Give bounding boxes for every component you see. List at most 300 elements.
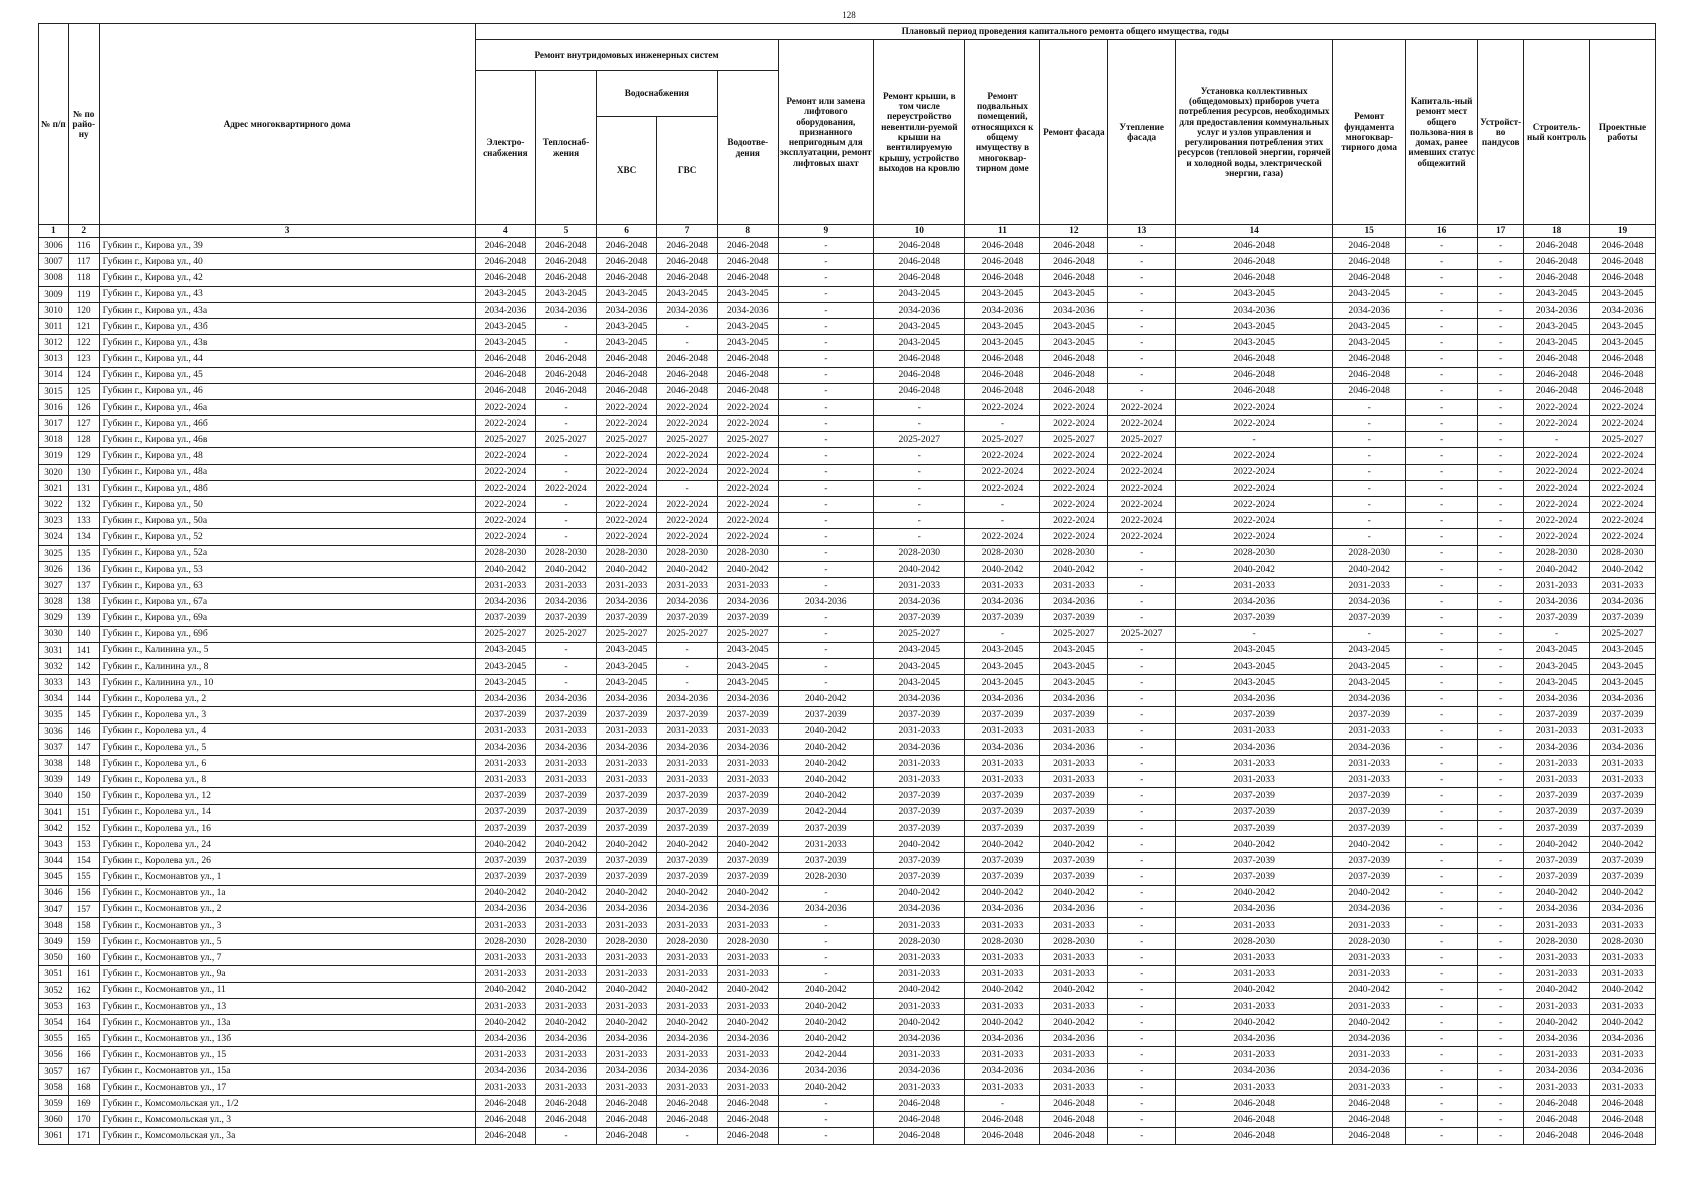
table-cell: 2022-2024 — [965, 464, 1040, 480]
table-cell: 2022-2024 — [1590, 448, 1656, 464]
table-cell: - — [778, 464, 874, 480]
table-cell: 2031-2033 — [1176, 917, 1333, 933]
table-cell: 2043-2045 — [475, 286, 536, 302]
table-row — [39, 1063, 1656, 1079]
table-cell: - — [1108, 885, 1176, 901]
table-cell: 171 — [68, 1128, 99, 1144]
table-cell: 2037-2039 — [657, 788, 718, 804]
table-cell: 2043-2045 — [1333, 286, 1406, 302]
table-cell: 2034-2036 — [475, 1031, 536, 1047]
table-cell: 2046-2048 — [874, 351, 965, 367]
table-cell: 2034-2036 — [1524, 739, 1590, 755]
table-cell: - — [778, 966, 874, 982]
table-cell: 2046-2048 — [596, 254, 657, 270]
table-cell: 2040-2042 — [596, 885, 657, 901]
table-cell: - — [1406, 626, 1478, 642]
table-cell: 2034-2036 — [1590, 1031, 1656, 1047]
table-cell: 2034-2036 — [596, 302, 657, 318]
column-number: 12 — [1040, 225, 1108, 238]
table-cell: - — [1108, 642, 1176, 658]
table-cell: - — [1524, 432, 1590, 448]
table-cell: 2037-2039 — [778, 820, 874, 836]
table-cell: 2031-2033 — [475, 756, 536, 772]
table-cell: 2046-2048 — [475, 1112, 536, 1128]
table-cell: 2022-2024 — [475, 448, 536, 464]
table-cell: 2037-2039 — [1333, 707, 1406, 723]
table-cell: 118 — [68, 270, 99, 286]
table-cell: 2040-2042 — [778, 756, 874, 772]
table-cell: 2046-2048 — [965, 351, 1040, 367]
table-cell: 2046-2048 — [1590, 367, 1656, 383]
table-cell: 2028-2030 — [475, 934, 536, 950]
table-cell: 2037-2039 — [536, 788, 597, 804]
table-cell: 167 — [68, 1063, 99, 1079]
header-foundation: Ремонт фундамента многоквар-тирного дома — [1333, 40, 1406, 225]
table-cell: 2043-2045 — [717, 675, 778, 691]
table-cell: 2031-2033 — [874, 723, 965, 739]
table-cell: 2034-2036 — [874, 1063, 965, 1079]
table-row — [39, 577, 1656, 593]
table-cell: 2046-2048 — [1040, 351, 1108, 367]
table-cell: 2034-2036 — [475, 1063, 536, 1079]
address-cell: Губкин г., Космонавтов ул., 15а — [99, 1063, 475, 1079]
table-cell: 2037-2039 — [965, 788, 1040, 804]
header-ramps: Устройст-во пандусов — [1478, 40, 1524, 225]
table-cell: 2022-2024 — [1524, 416, 1590, 432]
table-cell: 2046-2048 — [475, 1095, 536, 1111]
table-cell: 2028-2030 — [1040, 934, 1108, 950]
header-design-works: Проектные работы — [1590, 40, 1656, 225]
column-number: 17 — [1478, 225, 1524, 238]
table-cell: 2046-2048 — [874, 367, 965, 383]
table-cell: 2040-2042 — [778, 772, 874, 788]
address-cell: Губкин г., Королева ул., 12 — [99, 788, 475, 804]
table-cell: 2046-2048 — [1176, 270, 1333, 286]
table-cell: - — [1406, 432, 1478, 448]
table-cell: 119 — [68, 286, 99, 302]
table-cell: - — [1108, 1128, 1176, 1144]
table-cell: - — [1108, 561, 1176, 577]
table-cell: 2031-2033 — [965, 966, 1040, 982]
table-cell: - — [1478, 351, 1524, 367]
address-cell: Губкин г., Кирова ул., 46 — [99, 383, 475, 399]
table-cell: 2031-2033 — [717, 723, 778, 739]
table-cell: 2022-2024 — [1590, 497, 1656, 513]
table-cell: 2028-2030 — [874, 545, 965, 561]
table-cell: 2031-2033 — [1524, 772, 1590, 788]
table-cell: - — [1406, 707, 1478, 723]
table-cell: 2040-2042 — [717, 561, 778, 577]
table-cell: 2022-2024 — [596, 529, 657, 545]
table-cell: 2046-2048 — [536, 238, 597, 254]
table-cell: - — [1478, 1128, 1524, 1144]
table-cell: 2034-2036 — [778, 901, 874, 917]
table-cell: 148 — [68, 756, 99, 772]
table-cell: - — [1478, 318, 1524, 334]
table-cell: 2037-2039 — [596, 804, 657, 820]
table-cell: - — [778, 610, 874, 626]
table-cell: 2046-2048 — [1590, 254, 1656, 270]
table-cell: 2046-2048 — [965, 367, 1040, 383]
table-cell: - — [1478, 998, 1524, 1014]
table-cell: - — [1524, 626, 1590, 642]
table-cell: - — [778, 1095, 874, 1111]
table-cell: 2034-2036 — [1333, 1063, 1406, 1079]
address-cell: Губкин г., Космонавтов ул., 1а — [99, 885, 475, 901]
header-facade: Ремонт фасада — [1040, 40, 1108, 225]
table-cell: 2028-2030 — [1176, 934, 1333, 950]
table-cell: - — [778, 367, 874, 383]
address-cell: Губкин г., Космонавтов ул., 17 — [99, 1079, 475, 1095]
table-cell: 3061 — [39, 1128, 69, 1144]
table-cell: - — [1478, 934, 1524, 950]
table-cell: 2037-2039 — [1040, 820, 1108, 836]
table-row — [39, 853, 1656, 869]
table-cell: 2031-2033 — [874, 1047, 965, 1063]
table-cell: - — [874, 480, 965, 496]
table-cell: 2046-2048 — [1524, 383, 1590, 399]
table-cell: 2031-2033 — [874, 756, 965, 772]
table-cell: - — [1108, 804, 1176, 820]
address-cell: Губкин г., Королева ул., 3 — [99, 707, 475, 723]
table-cell: 2037-2039 — [1590, 853, 1656, 869]
table-cell: 3057 — [39, 1063, 69, 1079]
table-cell: 2046-2048 — [536, 1112, 597, 1128]
address-cell: Губкин г., Кирова ул., 43а — [99, 302, 475, 318]
table-cell: 2022-2024 — [536, 480, 597, 496]
table-cell: 2031-2033 — [657, 756, 718, 772]
table-cell: - — [965, 513, 1040, 529]
table-cell: 2046-2048 — [717, 1128, 778, 1144]
table-cell: 3018 — [39, 432, 69, 448]
address-cell: Губкин г., Кирова ул., 39 — [99, 238, 475, 254]
table-cell: 2022-2024 — [1040, 399, 1108, 415]
table-cell: 2034-2036 — [596, 1031, 657, 1047]
address-cell: Губкин г., Кирова ул., 46б — [99, 416, 475, 432]
table-cell: 2043-2045 — [1590, 658, 1656, 674]
table-cell: 2040-2042 — [874, 1015, 965, 1031]
table-cell: 2046-2048 — [717, 1112, 778, 1128]
table-cell: 3014 — [39, 367, 69, 383]
table-cell: 3035 — [39, 707, 69, 723]
table-row — [39, 399, 1656, 415]
column-number: 13 — [1108, 225, 1176, 238]
table-cell: - — [1406, 238, 1478, 254]
table-cell: 2046-2048 — [1333, 351, 1406, 367]
table-cell: 2043-2045 — [1040, 286, 1108, 302]
table-cell: 2022-2024 — [1108, 464, 1176, 480]
table-cell: 2022-2024 — [1176, 399, 1333, 415]
table-cell: 2028-2030 — [475, 545, 536, 561]
table-cell: 2022-2024 — [657, 464, 718, 480]
table-cell: 2022-2024 — [717, 448, 778, 464]
table-cell: 2028-2030 — [1524, 545, 1590, 561]
table-cell: 2022-2024 — [596, 480, 657, 496]
table-cell: 2040-2042 — [475, 885, 536, 901]
table-cell: 2046-2048 — [1524, 254, 1590, 270]
table-cell: 140 — [68, 626, 99, 642]
address-cell: Губкин г., Кирова ул., 44 — [99, 351, 475, 367]
table-row — [39, 545, 1656, 561]
table-cell: 2031-2033 — [657, 772, 718, 788]
table-row — [39, 998, 1656, 1014]
table-cell: 2034-2036 — [1040, 594, 1108, 610]
table-cell: 2037-2039 — [1333, 820, 1406, 836]
table-cell: 2040-2042 — [1040, 885, 1108, 901]
table-cell: 2031-2033 — [1590, 1047, 1656, 1063]
table-cell: 2031-2033 — [965, 756, 1040, 772]
address-cell: Губкин г., Космонавтов ул., 2 — [99, 901, 475, 917]
table-cell: - — [778, 335, 874, 351]
table-cell: 2040-2042 — [1176, 1015, 1333, 1031]
table-cell: 2031-2033 — [1333, 1079, 1406, 1095]
table-cell: 2022-2024 — [717, 480, 778, 496]
table-cell: 2034-2036 — [1333, 1031, 1406, 1047]
table-cell: 2031-2033 — [1590, 917, 1656, 933]
table-cell: 2037-2039 — [965, 853, 1040, 869]
table-cell: 2037-2039 — [717, 853, 778, 869]
table-cell: 2037-2039 — [475, 804, 536, 820]
table-cell: 2046-2048 — [1590, 1095, 1656, 1111]
table-cell: 2046-2048 — [657, 351, 718, 367]
address-cell: Губкин г., Космонавтов ул., 13б — [99, 1031, 475, 1047]
table-cell: - — [1176, 432, 1333, 448]
table-cell: 2046-2048 — [874, 270, 965, 286]
table-cell: - — [1406, 901, 1478, 917]
table-row — [39, 561, 1656, 577]
address-cell: Губкин г., Кирова ул., 69б — [99, 626, 475, 642]
table-cell: 2034-2036 — [1333, 691, 1406, 707]
table-row — [39, 836, 1656, 852]
table-cell: 2028-2030 — [874, 934, 965, 950]
table-cell: 157 — [68, 901, 99, 917]
table-cell: - — [657, 658, 718, 674]
table-cell: 2040-2042 — [596, 982, 657, 998]
table-cell: 2040-2042 — [965, 885, 1040, 901]
table-cell: - — [1478, 853, 1524, 869]
table-cell: 2031-2033 — [717, 1047, 778, 1063]
table-cell: 2022-2024 — [657, 448, 718, 464]
table-cell: 2034-2036 — [657, 901, 718, 917]
table-cell: - — [874, 464, 965, 480]
table-cell: 2043-2045 — [965, 675, 1040, 691]
table-cell: 2028-2030 — [1333, 545, 1406, 561]
header-electric: Электро-снабжения — [475, 71, 536, 225]
table-cell: 2040-2042 — [965, 836, 1040, 852]
page-number: 128 — [842, 10, 856, 20]
table-cell: 2031-2033 — [1040, 756, 1108, 772]
table-cell: 2022-2024 — [1040, 464, 1108, 480]
table-cell: - — [1406, 934, 1478, 950]
table-cell: 2025-2027 — [1590, 626, 1656, 642]
table-cell: 2034-2036 — [717, 901, 778, 917]
table-cell: 2031-2033 — [536, 950, 597, 966]
table-cell: 2034-2036 — [657, 739, 718, 755]
table-cell: 2031-2033 — [1590, 966, 1656, 982]
table-cell: - — [1478, 901, 1524, 917]
table-cell: 2034-2036 — [778, 594, 874, 610]
table-cell: 2046-2048 — [657, 238, 718, 254]
table-cell: - — [1108, 658, 1176, 674]
table-cell: 2022-2024 — [1108, 513, 1176, 529]
table-cell: 2040-2042 — [1590, 982, 1656, 998]
table-cell: 2022-2024 — [1040, 448, 1108, 464]
table-cell: 2028-2030 — [1590, 545, 1656, 561]
table-cell: 2034-2036 — [536, 1031, 597, 1047]
table-row — [39, 691, 1656, 707]
table-cell: 2037-2039 — [1040, 869, 1108, 885]
table-cell: 2043-2045 — [874, 286, 965, 302]
table-cell: 2031-2033 — [1333, 1047, 1406, 1063]
table-cell: 137 — [68, 577, 99, 593]
table-cell: 2040-2042 — [536, 885, 597, 901]
table-cell: - — [1406, 723, 1478, 739]
table-cell: 2046-2048 — [1040, 270, 1108, 286]
table-cell: 2031-2033 — [475, 917, 536, 933]
table-cell: 2037-2039 — [965, 804, 1040, 820]
table-cell: - — [1406, 367, 1478, 383]
table-cell: 2022-2024 — [1590, 513, 1656, 529]
table-cell: 2031-2033 — [1590, 723, 1656, 739]
table-cell: - — [536, 658, 597, 674]
table-cell: - — [1406, 335, 1478, 351]
table-cell: - — [1478, 594, 1524, 610]
table-cell: 3060 — [39, 1112, 69, 1128]
table-cell: 2031-2033 — [717, 917, 778, 933]
table-cell: - — [1406, 1063, 1478, 1079]
table-cell: 2028-2030 — [1590, 934, 1656, 950]
table-cell: 3053 — [39, 998, 69, 1014]
table-cell: 2046-2048 — [1590, 351, 1656, 367]
table-cell: 2022-2024 — [717, 513, 778, 529]
table-cell: 2040-2042 — [778, 723, 874, 739]
table-cell: 2043-2045 — [1524, 335, 1590, 351]
table-row — [39, 1015, 1656, 1031]
table-cell: 3039 — [39, 772, 69, 788]
table-row — [39, 966, 1656, 982]
table-cell: 3042 — [39, 820, 69, 836]
table-cell: 2034-2036 — [965, 594, 1040, 610]
table-cell: 2034-2036 — [1524, 594, 1590, 610]
table-cell: 2028-2030 — [965, 545, 1040, 561]
column-number: 16 — [1406, 225, 1478, 238]
table-cell: 2031-2033 — [596, 966, 657, 982]
table-cell: 2031-2033 — [1524, 723, 1590, 739]
table-cell: 2031-2033 — [1333, 772, 1406, 788]
table-cell: 2031-2033 — [965, 950, 1040, 966]
table-cell: 3043 — [39, 836, 69, 852]
table-cell: 2046-2048 — [536, 270, 597, 286]
table-cell: 2040-2042 — [1176, 982, 1333, 998]
table-cell: - — [536, 335, 597, 351]
table-cell: 2028-2030 — [536, 934, 597, 950]
table-cell: 3040 — [39, 788, 69, 804]
table-cell: 2034-2036 — [1333, 901, 1406, 917]
table-cell: - — [778, 917, 874, 933]
address-cell: Губкин г., Королева ул., 16 — [99, 820, 475, 836]
table-cell: - — [1176, 626, 1333, 642]
table-row — [39, 464, 1656, 480]
table-cell: 2043-2045 — [1333, 658, 1406, 674]
table-cell: 2046-2048 — [596, 270, 657, 286]
table-cell: 2040-2042 — [874, 561, 965, 577]
table-cell: - — [1478, 1063, 1524, 1079]
table-cell: 2022-2024 — [596, 497, 657, 513]
address-cell: Губкин г., Кирова ул., 69а — [99, 610, 475, 626]
header-elevator: Ремонт или замена лифтового оборудования, признанного непригодным для эксплуатации, ремонт лифтовых шахт — [778, 40, 874, 225]
table-cell: 2043-2045 — [717, 335, 778, 351]
table-cell: 2040-2042 — [1590, 1015, 1656, 1031]
table-cell: - — [1333, 399, 1406, 415]
table-cell: - — [778, 1128, 874, 1144]
table-cell: - — [1478, 1047, 1524, 1063]
table-cell: 2037-2039 — [1176, 707, 1333, 723]
header-basement: Ремонт подвальных помещений, относящихся к общему имуществу в многоквар-тирном доме — [965, 40, 1040, 225]
table-cell: 2028-2030 — [778, 869, 874, 885]
table-cell: 3022 — [39, 497, 69, 513]
table-cell: 2043-2045 — [965, 642, 1040, 658]
table-cell: 2046-2048 — [874, 238, 965, 254]
table-cell: 2040-2042 — [778, 739, 874, 755]
table-cell: 2031-2033 — [536, 723, 597, 739]
table-cell: 2031-2033 — [717, 756, 778, 772]
table-cell: 2043-2045 — [1524, 675, 1590, 691]
address-cell: Губкин г., Кирова ул., 48а — [99, 464, 475, 480]
table-cell: - — [1478, 691, 1524, 707]
table-cell: 2031-2033 — [536, 998, 597, 1014]
table-cell: 159 — [68, 934, 99, 950]
table-cell: 2037-2039 — [1333, 853, 1406, 869]
table-cell: - — [1108, 1095, 1176, 1111]
table-cell: 2037-2039 — [717, 788, 778, 804]
table-cell: - — [1333, 497, 1406, 513]
table-cell: 2022-2024 — [1524, 497, 1590, 513]
table-cell: 2034-2036 — [536, 594, 597, 610]
table-cell: 139 — [68, 610, 99, 626]
table-cell: 2031-2033 — [874, 966, 965, 982]
table-cell: 2028-2030 — [1524, 934, 1590, 950]
table-cell: 2022-2024 — [717, 497, 778, 513]
table-cell: 2046-2048 — [657, 383, 718, 399]
table-row — [39, 885, 1656, 901]
table-cell: 2034-2036 — [596, 739, 657, 755]
table-cell: 135 — [68, 545, 99, 561]
address-cell: Губкин г., Кирова ул., 53 — [99, 561, 475, 577]
table-cell: 151 — [68, 804, 99, 820]
table-cell: 2046-2048 — [1333, 270, 1406, 286]
table-cell: 2046-2048 — [1040, 383, 1108, 399]
table-cell: 3017 — [39, 416, 69, 432]
column-number: 1 — [39, 225, 69, 238]
table-cell: - — [1478, 335, 1524, 351]
table-cell: 2046-2048 — [475, 238, 536, 254]
address-cell: Губкин г., Королева ул., 24 — [99, 836, 475, 852]
table-cell: 2043-2045 — [965, 286, 1040, 302]
address-cell: Губкин г., Кирова ул., 48 — [99, 448, 475, 464]
table-cell: 2037-2039 — [874, 853, 965, 869]
table-row — [39, 723, 1656, 739]
table-cell: 2037-2039 — [596, 869, 657, 885]
table-cell: 2043-2045 — [1040, 642, 1108, 658]
table-cell: 2046-2048 — [1176, 351, 1333, 367]
table-cell: 2043-2045 — [596, 335, 657, 351]
table-cell: - — [536, 642, 597, 658]
table-cell: 2034-2036 — [1524, 901, 1590, 917]
table-cell: - — [874, 497, 965, 513]
table-cell: 2022-2024 — [475, 529, 536, 545]
table-cell: 3006 — [39, 238, 69, 254]
table-cell: 2046-2048 — [1590, 270, 1656, 286]
